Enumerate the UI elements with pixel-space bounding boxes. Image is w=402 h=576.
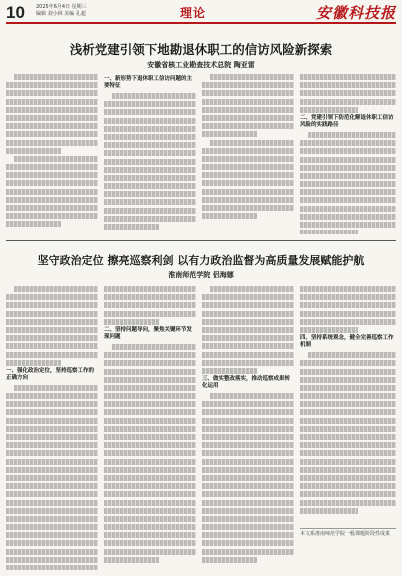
article1-byline: 安徽省核工业勘查技术总院 陶亚雷 — [147, 61, 255, 69]
article1-col1 — [6, 74, 98, 234]
header-rule — [6, 22, 396, 24]
article2-col4 — [300, 286, 396, 522]
article2-heading1: 一、强化政治定位，坚持巡察工作的正确方向 — [6, 367, 95, 381]
article2-title: 坚守政治定位 擦亮巡察利剑 以有力政治监督为高质量发展赋能护航 — [37, 254, 365, 267]
masthead-logo: 安徽科技报 — [315, 4, 396, 22]
article2-heading2: 二、坚持问题导向，聚焦关键环节发现问题 — [104, 326, 193, 340]
article-divider — [6, 240, 396, 241]
article1-title: 浅析党建引领下地勘退休职工的信访风险新探索 — [69, 42, 333, 57]
article2-col1 — [6, 286, 98, 570]
date-block — [36, 4, 87, 18]
article2-col3 — [202, 286, 294, 570]
article2-byline: 淮南师范学院 侣海娜 — [168, 271, 234, 279]
editor-line: 编辑 刘小林 美编 孔超 — [36, 11, 86, 17]
section-title: 理论 — [180, 6, 207, 20]
article2-heading4: 四、坚持系统观念，健全完善巡察工作机制 — [300, 335, 394, 349]
page-number: 10 — [6, 3, 25, 22]
article2-heading3: 三、做实整改落实，推动巡察成果转化运用 — [202, 376, 291, 390]
article1-col3 — [202, 74, 294, 234]
article2-col2 — [104, 286, 196, 570]
article1-col4 — [300, 74, 396, 234]
article1-heading2: 二、党建引领下防范化解退休职工信访风险的实践路径 — [300, 114, 394, 128]
article1-heading1: 一、新形势下退休职工信访问题的主要特征 — [104, 76, 193, 89]
footnote: 本文系淮南师范学院一般课题阶段性成果 — [300, 528, 396, 538]
page-header — [0, 0, 402, 30]
date-line: 2025年6月4日 星期三 — [36, 4, 87, 10]
article1-col2 — [104, 74, 196, 234]
